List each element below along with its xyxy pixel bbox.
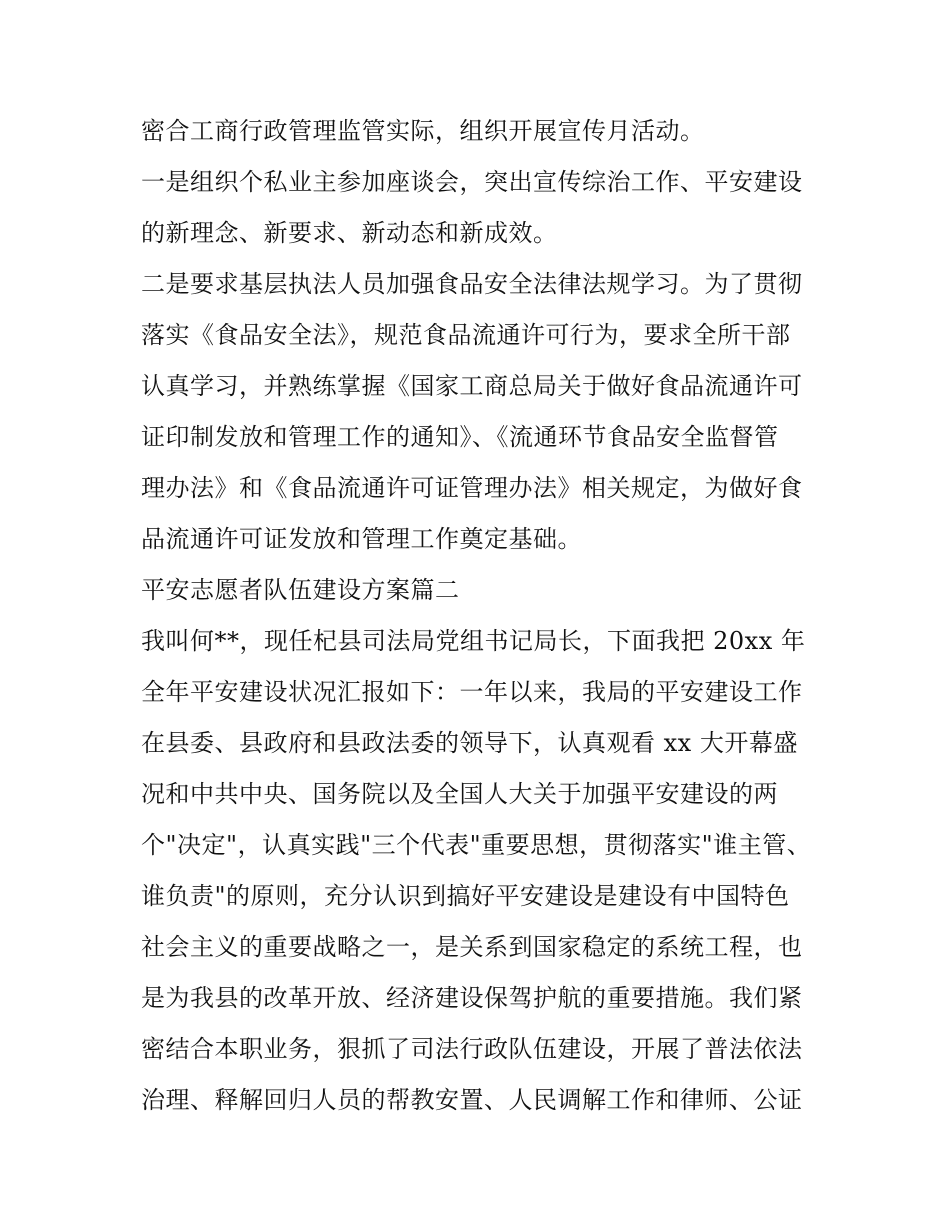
text-line: 谁负责"的原则，充分认识到搞好平安建设是建设有中国特色: [141, 882, 790, 910]
text-line: 社会主义的重要战略之一，是关系到国家稳定的系统工程，也: [141, 933, 803, 961]
text-line: 二是要求基层执法人员加强食品安全法律法规学习。为了贯彻: [141, 270, 803, 298]
text-line: 品流通许可证发放和管理工作奠定基础。: [141, 525, 582, 553]
text-line: 密结合本职业务，狠抓了司法行政队伍建设，开展了普法依法: [141, 1035, 803, 1063]
text-line: 理办法》和《食品流通许可证管理办法》相关规定，为做好食: [141, 474, 803, 502]
text-line: 是为我县的改革开放、经济建设保驾护航的重要措施。我们紧: [141, 984, 803, 1012]
text-line: 证印制发放和管理工作的通知》、《流通环节食品安全监督管: [141, 423, 779, 451]
text-line: 况和中共中央、国务院以及全国人大关于加强平安建设的两: [141, 780, 778, 808]
text-line: 落实《食品安全法》，规范食品流通许可行为，要求全所干部: [141, 321, 791, 349]
text-line: 全年平安建设状况汇报如下：一年以来，我局的平安建设工作: [141, 678, 803, 706]
text-line: 一是组织个私业主参加座谈会，突出宣传综治工作、平安建设: [141, 168, 803, 196]
text-line: 我叫何**，现任杞县司法局党组书记局长，下面我把 20xx 年: [141, 627, 806, 655]
text-line: 认真学习，并熟练掌握《国家工商总局关于做好食品流通许可: [141, 372, 803, 400]
document-body: [141, 106, 821, 1126]
text-line: 治理、释解回归人员的帮教安置、人民调解工作和律师、公证: [141, 1086, 803, 1114]
section-heading: 平安志愿者队伍建设方案篇二: [141, 576, 460, 604]
text-line: 密合工商行政管理监管实际，组织开展宣传月活动。: [141, 117, 705, 145]
text-line: 在县委、县政府和县政法委的领导下，认真观看 xx 大开幕盛: [141, 729, 798, 757]
text-line: 的新理念、新要求、新动态和新成效。: [141, 219, 558, 247]
text-line: 个"决定"，认真实践"三个代表"重要思想，贯彻落实"谁主管、: [141, 831, 812, 859]
